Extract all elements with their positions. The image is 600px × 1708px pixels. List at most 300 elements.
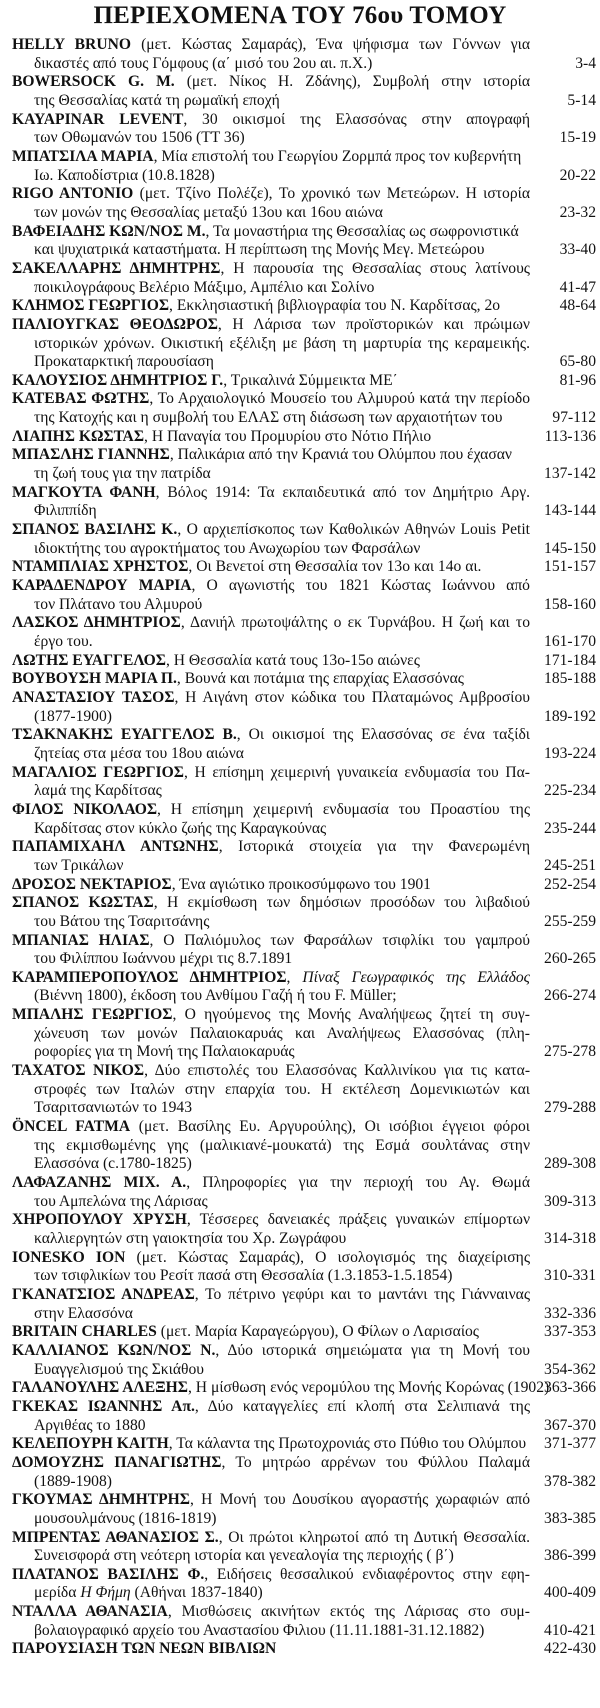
entry-line xyxy=(12,577,530,596)
entry-author: ΛΙΑΠΗΣ ΚΩΣΤΑΣ xyxy=(12,427,145,445)
entry-title-text: του Βάτου της Τσαριτσάνης xyxy=(34,912,210,930)
entry-title-text: ποικιλογράφους Βελέριο Μάξιμο, Αμπέλιο και Σολίνο xyxy=(34,278,375,296)
entry-line xyxy=(12,652,596,671)
page-range: 171-184 xyxy=(544,651,596,669)
entry-line xyxy=(12,820,596,839)
entry-line xyxy=(12,745,596,764)
entry-title-text: (μετ. Κώστας Σαμαράς), Ένα ψήφισμα των Γόννων για xyxy=(130,36,530,53)
toc-entry xyxy=(12,558,596,577)
entry-line xyxy=(12,297,596,316)
page-range: 161-170 xyxy=(544,633,596,650)
entry-line xyxy=(12,1174,530,1193)
entry-line xyxy=(12,1137,530,1156)
entry-title-text: , Τα κάλαντα της Πρωτοχρονιάς στο Πύθιο του Ολύμπου xyxy=(168,1435,527,1453)
entry-title-text: των μονών της Θεσσαλίας μεταξύ 13ου και 16ου αιώνα xyxy=(34,203,383,221)
entry-title-text: , Τέσσερες δανειακές πράξεις γυναικών επίμορτων xyxy=(186,1211,531,1229)
entry-author: ΜΠΑΤΣΙΛΑ ΜΑΡΙΑ xyxy=(12,147,154,165)
toc-entry xyxy=(12,969,596,1006)
entry-author: KAYAPINAR LEVENT xyxy=(12,110,184,128)
toc-entry xyxy=(12,876,596,895)
entry-title-text: (Βιέννη 1800), έκδοση του Ανθίμου Γαζή ή του F. Müller; xyxy=(34,987,397,1005)
toc-entry xyxy=(12,36,596,73)
entry-title-text: (1877-1900) xyxy=(34,707,112,725)
entry-line xyxy=(12,260,530,279)
toc-entry xyxy=(12,932,596,969)
entry-title-text: των τσιφλικίων του Ρεσίτ πασά στη Θεσσαλία (1.3.1853-1.5.1854) xyxy=(34,1267,453,1285)
entry-title-text: Ελασσόνα (c.1780-1825) xyxy=(34,1155,192,1173)
entry-author: ΚΕΛΕΠΟΥΡΗ ΚΑΙΤΗ xyxy=(12,1435,169,1453)
entry-line xyxy=(12,279,596,298)
entry-line xyxy=(12,987,596,1006)
entry-author: ΓΚΑΝΑΤΣΙΟΣ ΑΝΔΡΕΑΣ xyxy=(12,1285,195,1303)
entry-author: HELLY BRUNO xyxy=(12,36,131,53)
entry-author: ΤΣΑΚΝΑΚΗΣ ΕΥΑΓΓΕΛΟΣ Β. xyxy=(12,726,237,744)
entry-author: ΠΑΛΙΟΥΓΚΑΣ ΘΕΟΔΩΡΟΣ xyxy=(12,315,218,333)
entry-line xyxy=(12,876,596,895)
entry-title-text: , 30 οικισμοί της Ελασσόνας στην απογραφή xyxy=(183,110,531,128)
entry-line xyxy=(12,801,530,820)
entry-author: ΣΑΚΕΛΛΑΡΗΣ ΔΗΜΗΤΡΗΣ xyxy=(12,259,221,277)
page-range: 289-308 xyxy=(544,1155,596,1173)
toc-entry xyxy=(12,1118,596,1174)
entry-author: ΓΑΛΑΝΟΥΛΗΣ ΑΛΕΞΗΣ xyxy=(12,1379,188,1397)
page-range: 252-254 xyxy=(544,875,596,893)
toc-entry xyxy=(12,894,596,931)
entry-line xyxy=(12,409,596,428)
entry-title-text: , xyxy=(286,968,303,986)
entry-author: ΚΑΤΕΒΑΣ ΦΩΤΗΣ xyxy=(12,390,150,408)
entry-line xyxy=(12,1286,530,1305)
entry-line xyxy=(12,1379,596,1398)
entry-line xyxy=(12,241,596,260)
entry-title-text: της εκμισθωμένης γης (μαλικιανέ-μουκατά) της Εσμά σουλτάνας στην xyxy=(34,1136,530,1154)
entry-line xyxy=(12,353,596,372)
page-range: 97-112 xyxy=(552,409,596,427)
entry-title-text: , Η επίσημη χειμερινή γυναικεία ενδυμασία του Πα- xyxy=(183,763,530,781)
entry-title-text: Ευαγγελισμού της Σκιάθου xyxy=(34,1360,205,1378)
toc-entry xyxy=(12,1603,596,1640)
entry-title-text: τον Πλάτανο του Αλμυρού xyxy=(34,595,203,613)
toc-entry xyxy=(12,652,596,671)
entry-line xyxy=(12,540,596,559)
entry-line xyxy=(12,1025,530,1044)
toc-entry xyxy=(12,1062,596,1118)
entry-italic-title: Πίναξ Γεωγραφικός της Ελλάδος xyxy=(302,968,531,986)
entry-author: ΚΑΡΑΔΕΝΔΡΟΥ ΜΑΡΙΑ xyxy=(12,577,192,595)
entry-line xyxy=(12,204,596,223)
entry-line xyxy=(12,55,596,74)
entry-title-text: στην Ελασσόνα xyxy=(34,1304,133,1322)
page-range: 245-251 xyxy=(544,856,596,874)
entry-title-text: τη ζωή τους για την πατρίδα xyxy=(34,465,211,483)
entry-title-text: , Η μίσθωση ενός νερομύλου της Μονής Κορώνας (1902) xyxy=(188,1379,550,1397)
entry-title-text: (1889-1908) xyxy=(34,1472,112,1490)
entry-line xyxy=(12,932,530,951)
entry-author: ΛΑΦΑΖΑΝΗΣ ΜΙΧ. Α. xyxy=(12,1174,187,1192)
toc-entry xyxy=(12,185,596,222)
entry-line xyxy=(12,111,530,130)
toc-entry xyxy=(12,1342,596,1379)
entry-line xyxy=(12,950,596,969)
entry-line xyxy=(12,894,530,913)
toc-entry xyxy=(12,577,596,614)
entry-line xyxy=(12,1622,596,1641)
table-of-contents xyxy=(12,36,596,1659)
page-range: 354-362 xyxy=(544,1360,596,1378)
entry-author: ΜΠΑΣΛΗΣ ΓΙΑΝΝΗΣ xyxy=(12,446,170,464)
entry-line xyxy=(12,1491,530,1510)
entry-line xyxy=(12,1267,596,1286)
page-range: 33-40 xyxy=(559,241,596,259)
entry-title-text: της Κατοχής και η συμβολή του ΕΛΑΣ στη διάσωση των αρχαιοτήτων του xyxy=(34,409,503,427)
entry-line xyxy=(12,446,596,465)
entry-line xyxy=(12,913,596,932)
entry-author: ΜΠΡΕΝΤΑΣ ΑΘΑΝΑΣΙΟΣ Σ. xyxy=(12,1528,219,1546)
entry-author: ΔΟΜΟΥΖΗΣ ΠΑΝΑΓΙΩΤΗΣ xyxy=(12,1453,222,1471)
toc-entry xyxy=(12,1379,596,1398)
entry-line xyxy=(12,764,530,783)
entry-author: ΚΛΗΜΟΣ ΓΕΩΡΓΙΟΣ xyxy=(12,297,170,315)
entry-author: ΝΤΑΜΠΛΙΑΣ ΧΡΗΣΤΟΣ xyxy=(12,558,189,576)
entry-title-text: Τσαριτσανιωτών το 1943 xyxy=(34,1099,192,1117)
entry-author: ΧΗΡΟΠΟΥΛΟΥ ΧΡΥΣΗ xyxy=(12,1211,187,1229)
entry-line xyxy=(12,1155,596,1174)
toc-entry xyxy=(12,111,596,148)
entry-line xyxy=(12,1249,530,1268)
entry-title-text: Αργιθέας το 1880 xyxy=(34,1416,146,1434)
entry-title-text: , Μία επιστολή του Γεωργίου Ζορμπά προς τον κυβερνήτη xyxy=(153,147,522,165)
entry-title-text: , Η Αιγάνη στον κώδικα του Πλαταμώνος Αμβροσίου xyxy=(174,688,530,706)
entry-line xyxy=(12,689,530,708)
entry-title-text: , Το Αρχαιολογικό Μουσείο του Αλμυρού κατά την περίοδο xyxy=(149,390,531,408)
entry-author: ΣΠΑΝΟΣ ΚΩΣΤΑΣ xyxy=(12,894,154,912)
page-range: 189-192 xyxy=(544,707,596,725)
toc-entry xyxy=(12,390,596,427)
entry-author: ΠΛΑΤΑΝΟΣ ΒΑΣΙΛΗΣ Φ. xyxy=(12,1565,205,1583)
entry-line xyxy=(12,558,596,577)
page-range: 5-14 xyxy=(567,91,596,109)
entry-author: ΛΩΤΗΣ ΕΥΑΓΓΕΛΟΣ xyxy=(12,651,166,669)
entry-line xyxy=(12,129,596,148)
toc-entry xyxy=(12,73,596,110)
toc-entry xyxy=(12,1435,596,1454)
entry-line xyxy=(12,36,530,55)
toc-entry xyxy=(12,316,596,372)
entry-title-text: , Ο ηγούμενος της Μονής Αναλήψεως ζητεί τη συγ- xyxy=(172,1006,530,1024)
toc-entry xyxy=(12,689,596,726)
entry-title-text: ροφορίες για τη Μονή της Παλαιοκαρυάς xyxy=(34,1043,295,1061)
entry-line xyxy=(12,484,530,503)
entry-title-text: , Τρικαλινά Σύμμεικτα ΜΕ΄ xyxy=(223,371,398,389)
page-range: 371-377 xyxy=(544,1435,596,1453)
entry-author: RIGO ANTONIO xyxy=(12,185,134,203)
entry-title-text: , Πληροφορίες για την περιοχή του Αγ. Θωμά xyxy=(186,1174,530,1192)
entry-title-text: , Ο Παλιόμυλος των Φαρσάλων τσιφλίκι του γαμπρού xyxy=(149,931,530,949)
entry-title-text: , Τα μοναστήρια της Θεσσαλίας ως σωφρονιστικά xyxy=(205,222,519,240)
entry-title-text: , Ο αγωνιστής του 1821 Κώστας Ιωάννου από xyxy=(191,577,530,595)
entry-line xyxy=(12,1640,596,1659)
entry-title-text: , Δανιήλ πρωτοψάλτης ο εκ Τυρνάβου. Η ζωή και το xyxy=(180,614,530,632)
page-range: 23-32 xyxy=(559,203,596,221)
entry-line xyxy=(12,1361,596,1380)
entry-author: ΤΑΧΑΤΟΣ ΝΙΚΟΣ xyxy=(12,1062,145,1080)
entry-italic-title: Η Φήμη xyxy=(80,1584,131,1602)
page-range: 225-234 xyxy=(544,782,596,800)
entry-author: ΠΑΡΟΥΣΙΑΣΗ ΤΩΝ ΝΕΩΝ ΒΙΒΛΙΩΝ xyxy=(12,1640,277,1658)
toc-entry xyxy=(12,428,596,447)
entry-title-text: της Θεσσαλίας κατά τη ρωμαϊκή εποχή xyxy=(34,91,280,109)
entry-title-text: Συνεισφορά στη νεότερη ιστορία και γενεαλογία της περιοχής ( β΄) xyxy=(34,1547,454,1565)
entry-title-text: , Η Θεσσαλία κατά τους 13ο-15ο αιώνες xyxy=(165,651,420,669)
entry-line xyxy=(12,670,596,689)
toc-entry xyxy=(12,1323,596,1342)
entry-line xyxy=(12,596,596,615)
entry-title-text: , Ιστορικά στοιχεία για την Φανερωμένη xyxy=(218,838,530,856)
entry-line xyxy=(12,1547,596,1566)
entry-author: ΓΚΕΚΑΣ ΙΩΑΝΝΗΣ Απ. xyxy=(12,1397,195,1415)
page-range: 193-224 xyxy=(544,744,596,762)
entry-title-text: , Παλικάρια από την Κρανιά του Ολύμπου που έχασαν xyxy=(169,446,512,464)
entry-line xyxy=(12,782,596,801)
entry-author: IONESKO ION xyxy=(12,1248,126,1266)
page-range: 3-4 xyxy=(575,54,596,72)
entry-line xyxy=(12,1006,530,1025)
entry-author: BOWERSOCK G. M. xyxy=(12,73,175,91)
entry-line xyxy=(12,1398,530,1417)
page-range: 260-265 xyxy=(544,950,596,968)
entry-title-text: των Τρικάλων xyxy=(34,856,124,874)
page-title: ΠΕΡΙΕΧΟΜΕΝΑ ΤΟΥ 76ου ΤΟΜΟΥ xyxy=(93,2,507,29)
entry-line xyxy=(12,1566,530,1585)
entry-line xyxy=(12,1043,596,1062)
entry-title-text: , Ένα αγιώτικο προικοσύμφωνο του 1901 xyxy=(171,875,431,893)
entry-title-text: λαμά της Καρδίτσας xyxy=(34,782,162,800)
entry-title-text: (μετ. Νίκος Η. Ζδάνης), Συμβολή στην ιστορία xyxy=(174,73,530,91)
page-range: 151-157 xyxy=(544,558,596,576)
entry-line xyxy=(12,1305,596,1324)
entry-line xyxy=(12,1529,530,1548)
entry-title-text: του Φιλίππου Ιωάννου μέχρι τις 8.7.1891 xyxy=(34,950,293,968)
page-range: 400-409 xyxy=(544,1584,596,1602)
entry-line xyxy=(12,1454,530,1473)
entry-title-text: Προκαταρκτική παρουσίαση xyxy=(34,353,214,371)
page-range: 235-244 xyxy=(544,819,596,837)
entry-author: ΠΑΠΑΜΙΧΑΗΛ ΑΝΤΩΝΗΣ xyxy=(12,838,219,856)
entry-author: BRITAIN CHARLES xyxy=(12,1323,157,1341)
page-range: 363-366 xyxy=(544,1379,596,1397)
entry-line xyxy=(12,73,530,92)
entry-title-text: του Αμπελώνα της Λάρισας xyxy=(34,1192,208,1210)
entry-title-text: , Βουνά και ποτάμια της επαρχίας Ελασσόνας xyxy=(176,670,464,688)
page-range: 143-144 xyxy=(544,502,596,520)
toc-entry xyxy=(12,297,596,316)
entry-title-text: (μετ. Κώστας Σαμαράς), Ο ισολογισμός της διαχείρισης xyxy=(125,1248,530,1266)
entry-line xyxy=(12,1230,596,1249)
page-range: 145-150 xyxy=(544,539,596,557)
toc-entry xyxy=(12,1454,596,1491)
page-range: 137-142 xyxy=(544,465,596,483)
page-range: 275-278 xyxy=(544,1043,596,1061)
entry-title-text: καλλιεργητών στη γαιοκτησία του Χρ. Ζωγράφου xyxy=(34,1230,347,1247)
entry-title-text: Ιω. Καποδίστρια (10.8.1828) xyxy=(34,166,215,184)
page-range: 314-318 xyxy=(544,1230,596,1247)
toc-entry xyxy=(12,764,596,801)
page-range: 185-188 xyxy=(544,670,596,688)
entry-line xyxy=(12,1342,530,1361)
entry-title-text: ζητείας στα μέσα του 18ου αιώνα xyxy=(34,744,244,762)
toc-entry xyxy=(12,801,596,838)
page-range: 48-64 xyxy=(559,297,596,315)
entry-title-text: , Η εκμίσθωση των δημόσιων προσόδων του λιβαδιού xyxy=(153,894,530,912)
entry-author: ΓΚΟΥΜΑΣ ΔΗΜΗΤΡΗΣ xyxy=(12,1491,190,1509)
toc-entry xyxy=(12,1529,596,1566)
toc-entry xyxy=(12,1249,596,1286)
entry-line xyxy=(12,726,530,745)
toc-entry xyxy=(12,838,596,875)
entry-author: ΣΠΑΝΟΣ ΒΑΣΙΛΗΣ Κ. xyxy=(12,521,178,539)
entry-title-text: Φιλιππίδη xyxy=(34,502,97,520)
toc-entry xyxy=(12,1211,596,1248)
page-range: 383-385 xyxy=(544,1509,596,1527)
entry-line xyxy=(12,390,530,409)
page-range: 158-160 xyxy=(544,595,596,613)
entry-title-text: , Δύο καταγγελίες επί κλοπή στα Σελιπιανά της xyxy=(194,1397,530,1415)
entry-author: ÖNCEL FATMA xyxy=(12,1118,131,1136)
entry-title-text: Καρδίτσας στον κύκλο ζωής της Καραγκούνας xyxy=(34,819,327,837)
entry-title-text: μουσουλμάνους (1816-1819) xyxy=(34,1509,217,1527)
entry-title-text: (μετ. Μαρία Καραγεώργου), Ο Φίλων ο Λαρισαίος xyxy=(156,1323,479,1341)
entry-line xyxy=(12,1118,530,1137)
entry-author: ΒΟΥΒΟΥΣΗ ΜΑΡΙΑ Π. xyxy=(12,670,177,688)
entry-title-text: ιστορικών χρόνων. Οικιστική εξέλιξη με βάση τη μαρτυρία της κεραμεικής. xyxy=(34,334,530,352)
entry-title-text: (Αθήναι 1837-1840) xyxy=(130,1584,263,1602)
entry-line xyxy=(12,838,530,857)
entry-line xyxy=(12,708,596,727)
entry-title-text: χώνευση των μονών Παλαιοκαρυάς και Αναλήψεως Ελασσόνας (πλη- xyxy=(34,1024,530,1042)
toc-entry xyxy=(12,446,596,483)
toc-entry xyxy=(12,521,596,558)
entry-title-text: , Ο αρχιεπίσκοπος των Καθολικών Αθηνών Louis Petit xyxy=(177,521,530,539)
entry-title-text: , Οι οικισμοί της Ελασσόνας σε ένα ταξίδι xyxy=(236,726,530,744)
entry-line xyxy=(12,1211,530,1230)
page-range: 41-47 xyxy=(559,278,596,296)
entry-line xyxy=(12,428,596,447)
entry-author: ΜΠΑΝΙΑΣ ΗΛΙΑΣ xyxy=(12,931,150,949)
entry-line xyxy=(12,223,596,242)
toc-entry xyxy=(12,614,596,651)
entry-title-text: , Το πέτρινο γεφύρι και το μαντάνι της Γιάνναινας xyxy=(194,1285,531,1303)
entry-line xyxy=(12,1417,596,1436)
page-range: 410-421 xyxy=(544,1621,596,1639)
entry-title-text: των Οθωμανών του 1506 (TT 36) xyxy=(34,129,245,147)
entry-line xyxy=(12,633,596,652)
entry-line xyxy=(12,614,530,633)
entry-line xyxy=(12,335,530,354)
entry-title-text: βολαιογραφικό αρχείο του Αναστασίου Φιλιου (11.11.1881-31.12.1882) xyxy=(34,1621,485,1639)
entry-title-text: (μετ. Βασίλης Ευ. Αργυρούλης), Οι ισόβιοι έγγειοι φόροι xyxy=(130,1118,531,1136)
entry-line xyxy=(12,148,596,167)
toc-entry xyxy=(12,726,596,763)
entry-line xyxy=(12,1323,596,1342)
toc-entry xyxy=(12,1174,596,1211)
entry-author: ΚΑΛΟΥΣΙΟΣ ΔΗΜΗΤΡΙΟΣ Γ. xyxy=(12,371,224,389)
entry-author: ΔΡΟΣΟΣ ΝΕΚΤΑΡΙΟΣ xyxy=(12,875,172,893)
entry-title-text: , Οι πρώτοι κληρωτοί από τη Δυτική Θεσσαλία. xyxy=(218,1528,530,1546)
entry-line xyxy=(12,1584,596,1603)
page-range: 422-430 xyxy=(544,1640,596,1658)
entry-title-text: δικαστές από τους Γόμφους (α΄ μισό του 2ου αι. π.Χ.) xyxy=(34,54,373,72)
entry-title-text: , Η Μονή του Δουσίκου αγοραστής χωραφιών από xyxy=(189,1491,530,1509)
entry-author: ΜΑΓΑΛΙΟΣ ΓΕΩΡΓΙΟΣ xyxy=(12,763,184,781)
entry-author: ΜΑΓΚΟΥΤΑ ΦΑΝΗ xyxy=(12,483,156,501)
entry-line xyxy=(12,372,596,391)
page-range: 15-19 xyxy=(559,129,596,147)
page-range: 367-370 xyxy=(544,1416,596,1434)
entry-line xyxy=(12,969,530,988)
page-range: 255-259 xyxy=(544,912,596,930)
entry-title-text: , Μισθώσεις ακινήτων εκτός της Λάρισας στο συμ- xyxy=(167,1603,530,1621)
toc-entry xyxy=(12,1566,596,1603)
entry-line xyxy=(12,1193,596,1212)
page-range: 332-336 xyxy=(544,1304,596,1322)
entry-title-text: , Η επίσημη χειμερινή ενδυμασία του Προαστίου της xyxy=(157,800,530,818)
page-range: 310-331 xyxy=(544,1267,596,1285)
entry-author: ΛΑΣΚΟΣ ΔΗΜΗΤΡΙΟΣ xyxy=(12,614,181,632)
entry-title-text: (μετ. Τζίνο Πολέζε), Το χρονικό των Μετεώρων. Η ιστορία xyxy=(133,185,530,203)
entry-title-text: , Οι Βενετοί στη Θεσσαλία τον 13ο και 14ο αι. xyxy=(188,558,482,576)
entry-author: ΚΑΛΛΙΑΝΟΣ ΚΩΝ/ΝΟΣ Ν. xyxy=(12,1341,216,1359)
toc-entry xyxy=(12,1286,596,1323)
page-range: 81-96 xyxy=(559,371,596,389)
entry-line xyxy=(12,465,596,484)
toc-entry xyxy=(12,148,596,185)
entry-title-text: , Εκκλησιαστική βιβλιογραφία του Ν. Καρδίτσας, 2ο xyxy=(169,297,501,315)
toc-entry xyxy=(12,372,596,391)
entry-line xyxy=(12,1435,596,1454)
entry-title-text: , Το μητρώο αρρένων του Φύλλου Παλαμά xyxy=(221,1453,530,1471)
toc-entry xyxy=(12,484,596,521)
page-range: 337-353 xyxy=(544,1323,596,1341)
entry-line xyxy=(12,167,596,186)
entry-line xyxy=(12,857,596,876)
entry-line xyxy=(12,316,530,335)
page-range: 378-382 xyxy=(544,1472,596,1490)
toc-entry xyxy=(12,1006,596,1062)
entry-author: ΑΝΑΣΤΑΣΙΟΥ ΤΑΣΟΣ xyxy=(12,688,175,706)
entry-title-text: ιδιοκτήτης του αγροκτήματος του Ανωχωρίου των Φαρσάλων xyxy=(34,539,421,557)
toc-entry xyxy=(12,223,596,260)
entry-line xyxy=(12,1099,596,1118)
page-range: 386-399 xyxy=(544,1547,596,1565)
page-range: 309-313 xyxy=(544,1192,596,1210)
page-range: 20-22 xyxy=(559,166,596,184)
entry-author: ΝΤΑΛΛΑ ΑΘΑΝΑΣΙΑ xyxy=(12,1603,168,1621)
entry-title-text: , Η Παναγία του Προμυρίου στο Νότιο Πήλιο xyxy=(144,427,432,445)
entry-title-text: , Η Λάρισα των προϊστορικών και πρώιμων xyxy=(217,315,530,333)
entry-title-text: , Ειδήσεις θεσσαλικού ενδιαφέροντος στην εφη- xyxy=(204,1565,530,1583)
entry-line xyxy=(12,185,530,204)
entry-line xyxy=(12,1603,530,1622)
toc-entry xyxy=(12,1491,596,1528)
entry-line xyxy=(12,92,596,111)
entry-title-text: , Βόλος 1914: Τα εκπαιδευτικά από τον Δημήτριο Αργ. xyxy=(155,483,530,501)
entry-line xyxy=(12,1081,530,1100)
entry-title-text: μερίδα xyxy=(34,1584,81,1602)
entry-title-text: , Η παρουσία της Θεσσαλίας στους λατίνους xyxy=(220,259,530,277)
toc-entry xyxy=(12,1640,596,1659)
entry-title-text: , Δύο επιστολές του Ελασσόνας Καλλινίκου για τις κατα- xyxy=(144,1062,531,1080)
entry-title-text: στροφές των Ιταλών στην επαρχία του. Η εκτέλεση Δομενικιωτών και xyxy=(34,1080,530,1098)
